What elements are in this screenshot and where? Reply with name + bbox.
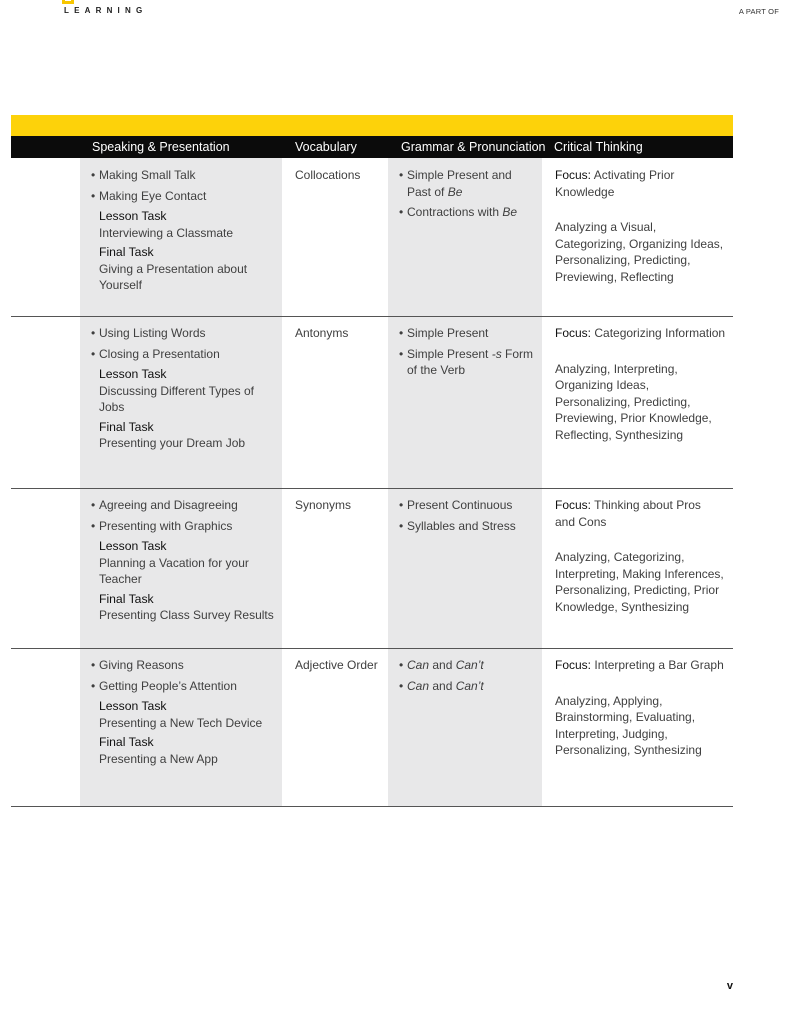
grammar-point: Simple Present (407, 346, 492, 361)
table-row-3-vocabulary: Synonyms (295, 498, 352, 512)
final-task-label: Final Task (99, 419, 154, 434)
page-number: v (726, 980, 733, 992)
table-row-2-vocabulary: Antonyms (295, 326, 349, 340)
speaking-skill: Agreeing and Disagreeing (99, 498, 238, 512)
focus-label: Focus: (555, 498, 592, 512)
grammar-column-shading (388, 158, 542, 806)
grammar-point: and (429, 678, 456, 693)
column-header-speaking: Speaking & Presentation (92, 140, 230, 154)
lesson-task-text: Discussing Different Types of Jobs (99, 383, 254, 414)
grammar-point: Syllables and Stress (407, 518, 516, 533)
lesson-task-label: Lesson Task (99, 209, 167, 223)
row-divider (11, 316, 733, 317)
final-task-text: Presenting your Dream Job (99, 436, 246, 450)
part-of-label: A PART OF (738, 7, 779, 16)
table-row-3-speaking: • Agreeing and Disagreeing • Presenting with Graphics Lesson Task Planning a Vacation for your Teacher Final Task Presenting Class Survey Results (84, 497, 274, 627)
table-row-4-vocabulary: Adjective Order (295, 658, 378, 672)
table-row-1-vocabulary: Collocations (295, 168, 361, 182)
focus-text: Activating Prior Knowledge (555, 168, 675, 199)
thinking-skills: Analyzing a Visual, Categorizing, Organizing Ideas, Personalizing, Predicting, Previewing, Reflecting (555, 220, 724, 284)
thinking-skills: Analyzing, Interpreting, Organizing Ideas, Personalizing, Predicting, Previewing, Prior Knowledge, Reflecting, Synthesizing (555, 361, 712, 442)
grammar-point: Simple Present and Past of (407, 168, 512, 199)
final-task-text: Presenting Class Survey Results (99, 608, 274, 622)
thinking-skills: Analyzing, Categorizing, Interpreting, Making Inferences, Personalizing, Predicting, Prior Knowledge, Synthesizing (555, 550, 724, 614)
grammar-point: Simple Present (407, 326, 489, 340)
table-row-4-grammar: • Can and Can’t • Can and Can’t (399, 658, 484, 693)
table-row-4-critical-thinking (555, 657, 727, 759)
grammar-point-italic: Can (407, 658, 430, 672)
thinking-skills: Analyzing, Applying, Brainstorming, Evaluating, Interpreting, Judging, Personalizing, Synthesizing (555, 693, 702, 757)
final-task-label: Final Task (99, 591, 154, 606)
speaking-skill: Making Eye Contact (99, 188, 207, 203)
lesson-task-label: Lesson Task (99, 367, 167, 381)
lesson-task-label: Lesson Task (99, 539, 167, 553)
grammar-point: Form of the Verb (407, 346, 534, 377)
table-row-2-grammar: • Simple Present • Simple Present -s Form of the Verb (399, 326, 534, 377)
final-task-text: Presenting a New App (99, 751, 218, 766)
speaking-skill: Closing a Presentation (99, 346, 220, 361)
focus-label: Focus: (555, 326, 592, 340)
table-row-4-speaking: • Giving Reasons • Getting People’s Attention Lesson Task Presenting a New Tech Device Final Task Presenting a New App (84, 657, 274, 770)
final-task-text: Giving a Presentation about Yourself (99, 261, 248, 292)
final-task-label: Final Task (99, 735, 154, 749)
publisher-logo (62, 0, 162, 18)
grammar-point-italic: Can’t (455, 678, 484, 693)
column-header-vocabulary: Vocabulary (295, 140, 357, 154)
grammar-point-italic: -s (491, 346, 502, 361)
grammar-point: and (429, 658, 456, 672)
speaking-skill: Presenting with Graphics (99, 518, 233, 533)
grammar-point-italic: Be (447, 184, 463, 199)
focus-label: Focus: (555, 658, 592, 672)
row-divider (11, 648, 733, 649)
focus-text: Thinking about Pros and Cons (555, 498, 701, 529)
grammar-point: Contractions with (407, 205, 503, 219)
speaking-skill: Using Listing Words (99, 326, 206, 340)
table-row-1-critical-thinking (555, 167, 727, 285)
table-row-1-grammar: • Simple Present and Past of Be • Contractions with Be (399, 168, 518, 219)
column-header-grammar: Grammar & Pronunciation (401, 140, 546, 154)
logo-mark-icon (62, 0, 74, 4)
grammar-point: Present Continuous (407, 498, 513, 512)
row-divider (11, 806, 733, 807)
lesson-task-text: Planning a Vacation for your Teacher (99, 555, 249, 586)
row-divider (11, 488, 733, 489)
table-row-1-speaking: • Making Small Talk • Making Eye Contact Lesson Task Interviewing a Classmate Final Task Giving a Presentation about Yourself (84, 167, 274, 297)
grammar-point-italic: Can’t (455, 658, 484, 672)
focus-label: Focus: (555, 168, 592, 182)
speaking-skill: Giving Reasons (99, 658, 184, 672)
final-task-label: Final Task (99, 245, 154, 259)
logo-wordmark: LEARNING (64, 6, 148, 15)
speaking-skill: Getting People’s Attention (99, 678, 237, 693)
focus-text: Categorizing Information (594, 326, 726, 340)
lesson-task-text: Interviewing a Classmate (99, 225, 234, 240)
yellow-accent-band (11, 115, 733, 136)
focus-text: Interpreting a Bar Graph (594, 658, 724, 672)
table-row-3-critical-thinking (555, 497, 727, 615)
lesson-task-label: Lesson Task (99, 699, 167, 713)
table-row-2-critical-thinking (555, 325, 727, 443)
grammar-point-italic: Can (407, 678, 430, 693)
grammar-point-italic: Be (502, 205, 518, 219)
table-row-2-speaking: • Using Listing Words • Closing a Presentation Lesson Task Discussing Different Types of Jobs Final Task Presenting your Dream Job (84, 325, 274, 455)
table-header-row (11, 136, 733, 158)
table-row-3-grammar: • Present Continuous • Syllables and Stress (399, 498, 516, 533)
column-header-critical-thinking: Critical Thinking (554, 140, 643, 154)
lesson-task-text: Presenting a New Tech Device (99, 715, 263, 730)
speaking-skill: Making Small Talk (99, 168, 196, 182)
